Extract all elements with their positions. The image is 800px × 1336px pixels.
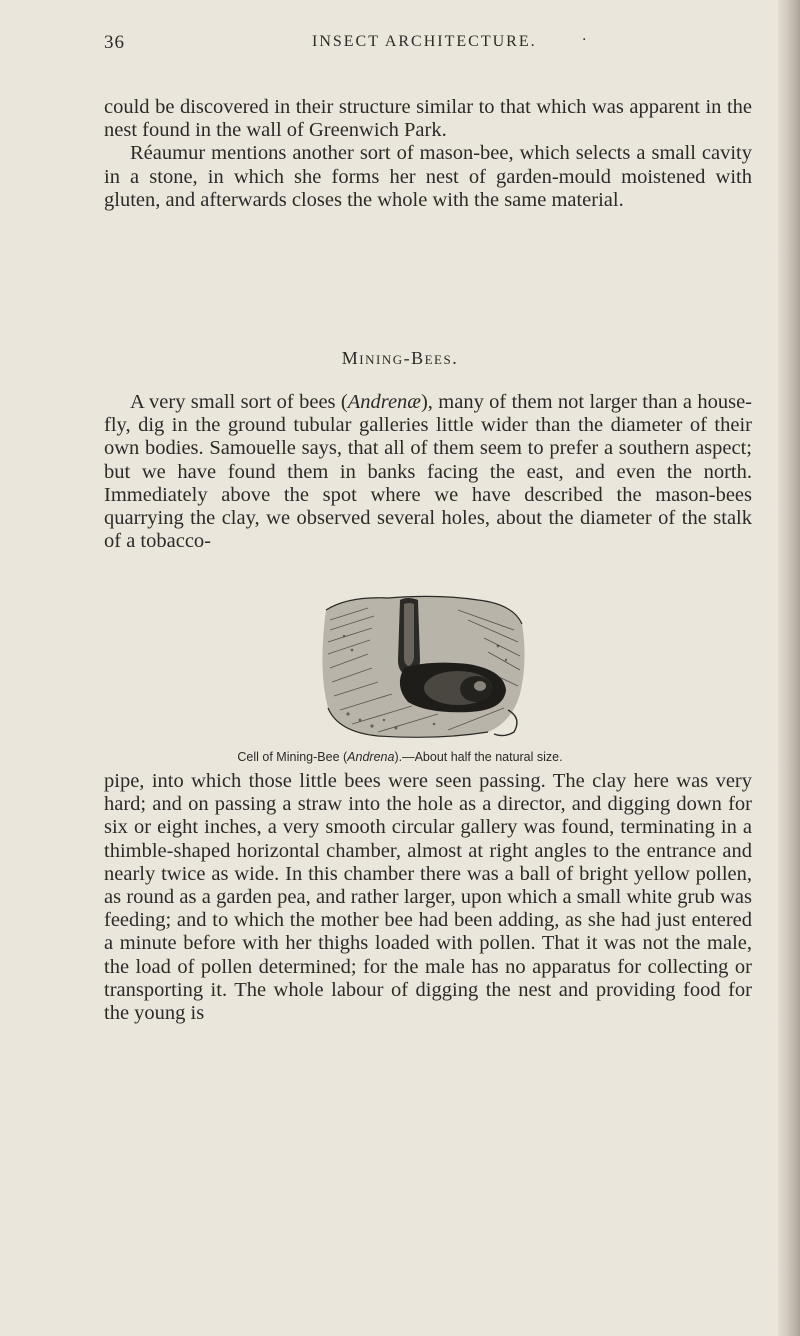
continuation-text xyxy=(104,770,752,1025)
header-bullet: · xyxy=(582,32,587,48)
figure-caption xyxy=(0,750,800,764)
mining-bee-cell-illustration xyxy=(308,590,540,740)
paragraph-greenwich: could be discovered in their structure similar to that which was apparent in the nest found in the wall of Greenwich Park. xyxy=(104,96,752,142)
caption-suffix: ).—About half the natural size. xyxy=(394,750,563,764)
engraving-svg xyxy=(308,590,540,740)
mining-text-rest: ), many of them not larger than a house-fly, dig in the ground tubular galleries little wider than the diameter of their own bodies. Samouelle says, that all of them seem to prefer a southern aspect; but we have found them in banks facing the east, and even the north. Immediately above the spot where we have described the mason-bees quarrying the clay, we observed several holes, about the diameter of the stalk of a tobacco- xyxy=(104,391,753,553)
running-title: INSECT ARCHITECTURE. xyxy=(312,33,537,50)
caption-genus: Andrena xyxy=(347,750,395,764)
mining-text-start: A very small sort of bees ( xyxy=(130,391,348,413)
paragraph-reaumur: Réaumur mentions another sort of mason-bee, which selects a small cavity in a stone, in which she forms her nest of garden-mould moistened with gluten, and afterwards closes the whole with the same material. xyxy=(104,142,752,211)
paragraph-pipe: pipe, into which those little bees were seen passing. The clay here was very hard; and on passing a straw into the hole as a director, and digging down for six or eight inches, a very smooth circular gallery was found, terminating in a thimble-shaped horizontal chamber, almost at right angles to the entrance and nearly twice as wide. In this chamber there was a ball of bright yellow pollen, as round as a garden pea, and rather larger, upon which a small white grub was feeding; and to which the mother bee had been adding, as she had just entered a minute before with her thighs loaded with pollen. That it was not the male, the load of pollen determined; for the male has no apparatus for collecting or transporting it. The whole labour of digging the nest and providing food for the young is xyxy=(104,770,752,1025)
page-number: 36 xyxy=(104,32,125,53)
mining-bees-text xyxy=(104,391,752,553)
opening-text xyxy=(104,96,752,212)
caption-prefix: Cell of Mining-Bee ( xyxy=(237,750,348,764)
andrenae-term: Andrenæ xyxy=(347,391,421,413)
paragraph-mining-bees xyxy=(104,391,752,553)
page-header xyxy=(104,32,724,62)
page-edge-shadow xyxy=(778,0,800,1336)
section-heading: Mining-Bees. xyxy=(341,348,459,368)
